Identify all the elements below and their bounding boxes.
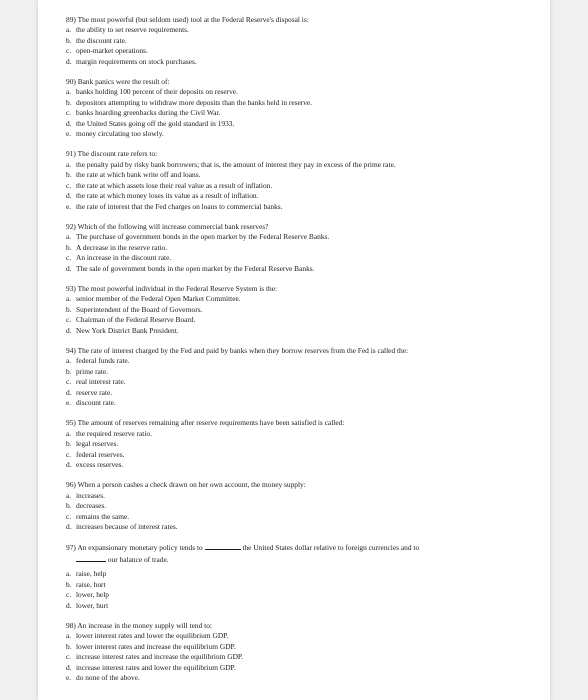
question-text: 97) An expansionary monetary policy tends to the United States dollar relative to foreign currencies and to our balance of trade. [66,543,420,564]
answer-option: e. money circulating too slowly. [66,129,164,139]
question-92 [66,222,536,274]
answer-option: c. increase interest rates and increase the equilibrium GDP. [66,652,244,662]
answer-option: d. the rate at which money loses its value as a result of inflation. [66,191,259,201]
question-95 [66,418,536,470]
answer-option: a. increases. [66,490,105,500]
question-91 [66,149,536,211]
answer-option: c. lower, help [66,590,109,600]
question-90 [66,77,536,139]
answer-option: c. real interest rate. [66,377,126,387]
question-text: 96) When a person cashes a check drawn on her own account, the money supply: [66,480,306,490]
answer-option: b. the rate at which bank write off and loans. [66,170,201,180]
question-98 [66,621,536,683]
question-93 [66,284,536,336]
answer-option: b. legal reserves. [66,439,119,449]
answer-option: e. the rate of interest that the Fed charges on loans to commercial banks. [66,201,283,211]
answer-option: b. raise, hurt [66,579,106,589]
answer-option: d. increases because of interest rates. [66,522,178,532]
fill-in-blank [205,542,241,550]
question-text: 92) Which of the following will increase commercial bank reserves? [66,221,269,231]
answer-option: d. margin requirements on stock purchases. [66,56,197,66]
question-96 [66,480,536,532]
question-text: 91) The discount rate refers to: [66,149,158,159]
answer-option: a. the ability to set reserve requirements. [66,25,189,35]
question-list [66,15,536,693]
document-page [38,0,550,700]
answer-option: d. reserve rate. [66,387,113,397]
answer-option: c. An increase in the discount rate. [66,253,172,263]
answer-option: c. banks hoarding greenbacks during the Civil War. [66,108,221,118]
answer-option: a. senior member of the Federal Open Market Committee. [66,294,241,304]
answer-option: c. Chairman of the Federal Reserve Board. [66,315,196,325]
answer-option: a. the penalty paid by risky bank borrowers; that is, the amount of interest they pay in excess of the prime rate. [66,159,396,169]
answer-option: a. the required reserve ratio. [66,428,152,438]
answer-option: b. prime rate. [66,366,109,376]
answer-option: b. lower interest rates and increase the equilibrium GDP. [66,641,236,651]
answer-option: a. banks holding 100 percent of their deposits on reserve. [66,87,238,97]
question-97 [66,542,536,610]
answer-option: c. open-market operations. [66,46,148,56]
answer-option: b. depositors attempting to withdraw more deposits than the banks held in reserve. [66,97,313,107]
question-text: 98) An increase in the money supply will tend to: [66,620,212,630]
question-text: 93) The most powerful individual in the Federal Reserve System is the: [66,283,278,293]
answer-option: b. Superintendent of the Board of Governors. [66,304,203,314]
answer-option: b. decreases. [66,501,107,511]
answer-option: a. The purchase of government bonds in the open market by the Federal Reserve Banks. [66,232,330,242]
question-94 [66,346,536,408]
answer-option: d. The sale of government bonds in the open market by the Federal Reserve Banks. [66,263,315,273]
answer-option: a. federal funds rate. [66,356,130,366]
answer-option: d. lower, hurt [66,600,109,610]
answer-option: a. lower interest rates and lower the equilibrium GDP. [66,631,229,641]
answer-option: d. the United States going off the gold standard in 1933. [66,118,235,128]
answer-option: c. remains the same. [66,511,130,521]
answer-option: a. raise, help [66,569,107,579]
answer-option: e. do none of the above. [66,672,140,682]
answer-option: d. excess reserves. [66,460,124,470]
question-text: 89) The most powerful (but seldom used) tool at the Federal Reserve's disposal is: [66,15,309,24]
answer-option: b. the discount rate. [66,35,127,45]
answer-option: e. discount rate. [66,398,116,407]
answer-option: d. New York District Bank President. [66,325,179,335]
answer-option: d. increase interest rates and lower the equilibrium GDP. [66,662,236,672]
answer-option: b. A decrease in the reserve ratio. [66,242,168,252]
question-text: 90) Bank panics were the result of: [66,77,170,87]
answer-option: c. the rate at which assets lose their real value as a result of inflation. [66,180,273,190]
question-89 [66,15,536,67]
question-text: 94) The rate of interest charged by the Fed and paid by banks when they borrow reserves from the Fed is called the: [66,345,409,355]
fill-in-blank [76,554,106,562]
answer-option: c. federal reserves. [66,449,125,459]
question-text: 95) The amount of reserves remaining after reserve requirements have been satisfied is called: [66,418,345,428]
